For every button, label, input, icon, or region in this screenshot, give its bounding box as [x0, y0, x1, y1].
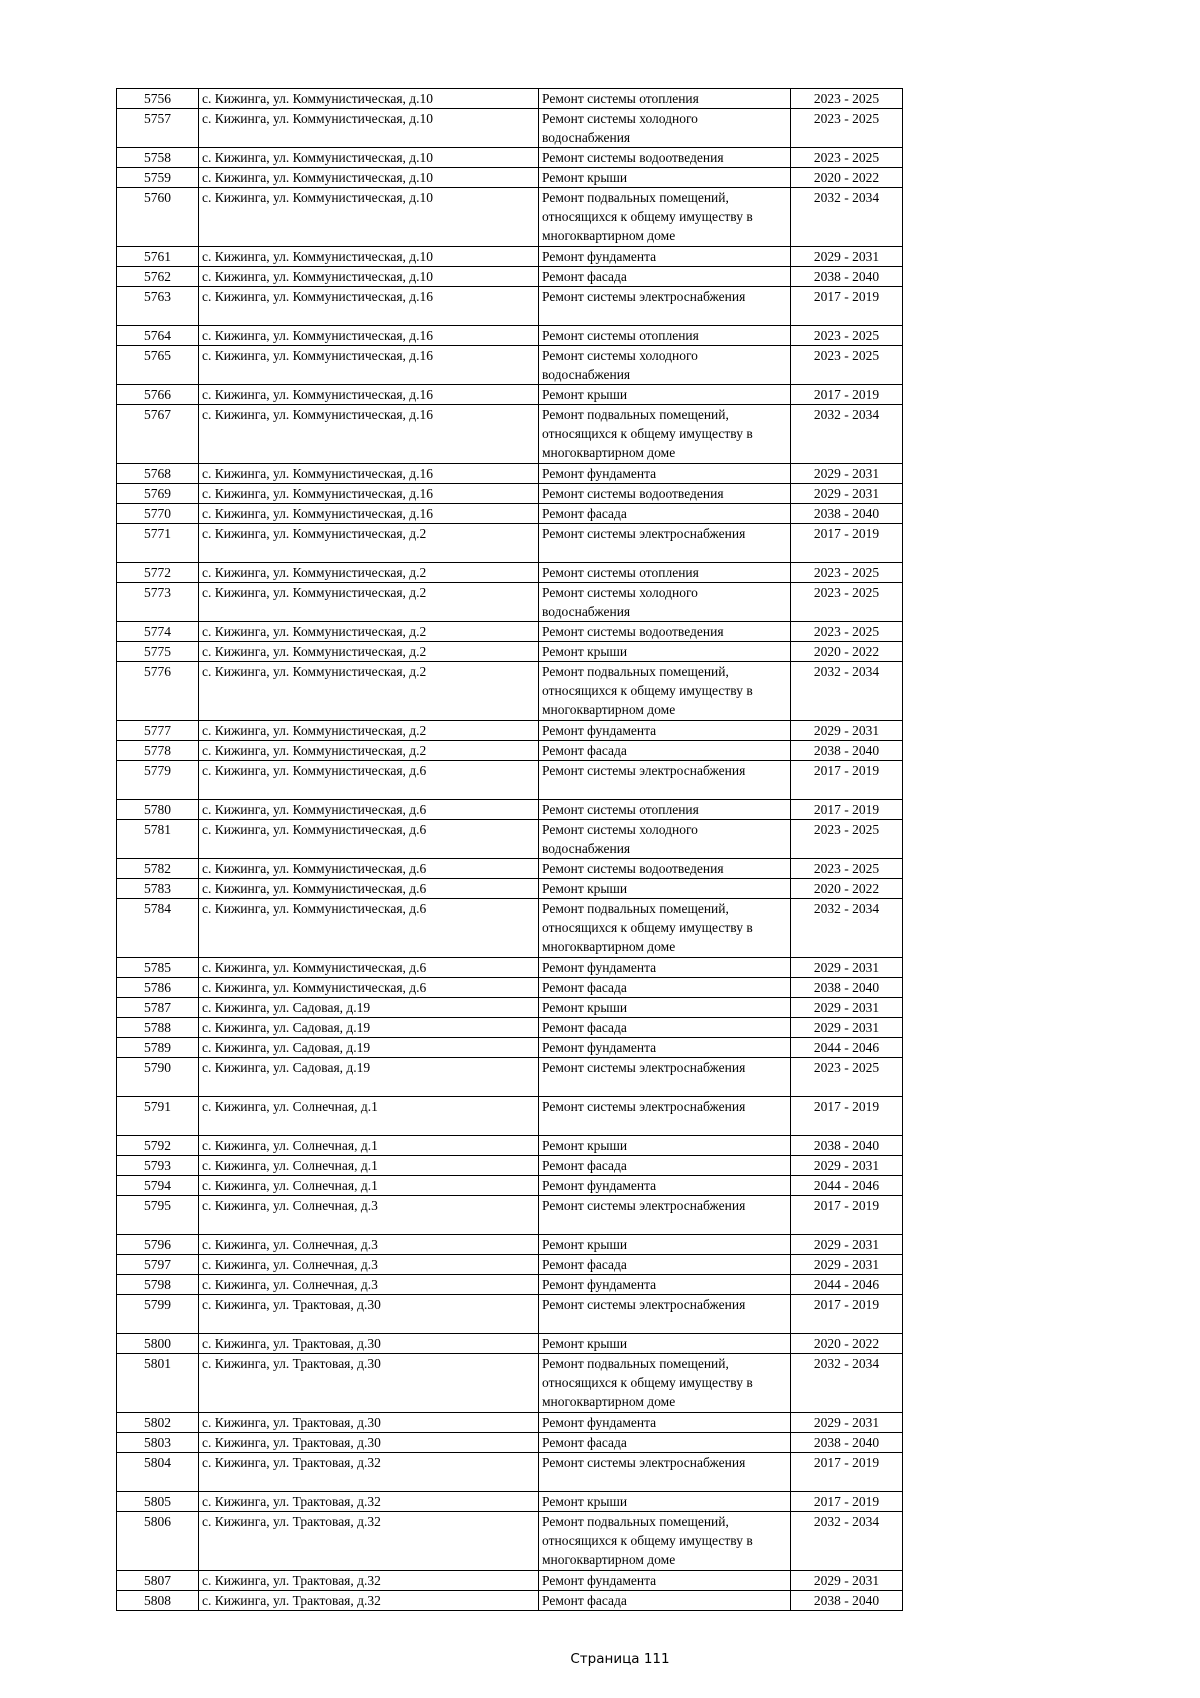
- address-cell: с. Кижинга, ул. Коммунистическая, д.10: [199, 267, 539, 287]
- work-type-cell: Ремонт фасада: [539, 504, 791, 524]
- period-cell: 2038 - 2040: [791, 1433, 903, 1453]
- address-cell: с. Кижинга, ул. Коммунистическая, д.2: [199, 642, 539, 662]
- row-number-cell: 5786: [117, 978, 199, 998]
- address-cell: с. Кижинга, ул. Коммунистическая, д.2: [199, 721, 539, 741]
- address-cell: с. Кижинга, ул. Солнечная, д.3: [199, 1255, 539, 1275]
- period-cell: 2023 - 2025: [791, 109, 903, 148]
- work-type-cell: Ремонт системы холодного водоснабжения: [539, 109, 791, 148]
- row-number-cell: 5803: [117, 1433, 199, 1453]
- table-row: [117, 662, 903, 721]
- period-cell: 2032 - 2034: [791, 899, 903, 958]
- table-row: [117, 721, 903, 741]
- address-cell: с. Кижинга, ул. Солнечная, д.3: [199, 1275, 539, 1295]
- table-row: [117, 1453, 903, 1492]
- period-cell: 2044 - 2046: [791, 1038, 903, 1058]
- address-cell: с. Кижинга, ул. Коммунистическая, д.16: [199, 484, 539, 504]
- table-row: [117, 385, 903, 405]
- table-row: [117, 1295, 903, 1334]
- table-row: [117, 267, 903, 287]
- work-type-cell: Ремонт системы отопления: [539, 800, 791, 820]
- row-number-cell: 5790: [117, 1058, 199, 1097]
- address-cell: с. Кижинга, ул. Садовая, д.19: [199, 1018, 539, 1038]
- row-number-cell: 5792: [117, 1136, 199, 1156]
- row-number-cell: 5802: [117, 1413, 199, 1433]
- address-cell: с. Кижинга, ул. Коммунистическая, д.16: [199, 385, 539, 405]
- table-row: [117, 1433, 903, 1453]
- table-row: [117, 1156, 903, 1176]
- period-cell: 2032 - 2034: [791, 405, 903, 464]
- page-number-label: Страница 111: [570, 1651, 670, 1667]
- period-cell: 2017 - 2019: [791, 287, 903, 326]
- row-number-cell: 5756: [117, 89, 199, 109]
- row-number-cell: 5766: [117, 385, 199, 405]
- row-number-cell: 5805: [117, 1492, 199, 1512]
- address-cell: с. Кижинга, ул. Солнечная, д.3: [199, 1235, 539, 1255]
- row-number-cell: 5789: [117, 1038, 199, 1058]
- table-row: [117, 1097, 903, 1136]
- address-cell: с. Кижинга, ул. Коммунистическая, д.10: [199, 168, 539, 188]
- table-row: [117, 761, 903, 800]
- row-number-cell: 5758: [117, 148, 199, 168]
- address-cell: с. Кижинга, ул. Трактовая, д.32: [199, 1571, 539, 1591]
- address-cell: с. Кижинга, ул. Коммунистическая, д.2: [199, 741, 539, 761]
- row-number-cell: 5796: [117, 1235, 199, 1255]
- work-type-cell: Ремонт системы электроснабжения: [539, 1058, 791, 1097]
- row-number-cell: 5757: [117, 109, 199, 148]
- period-cell: 2020 - 2022: [791, 168, 903, 188]
- period-cell: 2029 - 2031: [791, 721, 903, 741]
- period-cell: 2038 - 2040: [791, 978, 903, 998]
- address-cell: с. Кижинга, ул. Солнечная, д.1: [199, 1097, 539, 1136]
- period-cell: 2029 - 2031: [791, 464, 903, 484]
- address-cell: с. Кижинга, ул. Солнечная, д.3: [199, 1196, 539, 1235]
- row-number-cell: 5793: [117, 1156, 199, 1176]
- row-number-cell: 5761: [117, 247, 199, 267]
- work-type-cell: Ремонт системы водоотведения: [539, 622, 791, 642]
- row-number-cell: 5784: [117, 899, 199, 958]
- address-cell: с. Кижинга, ул. Коммунистическая, д.16: [199, 346, 539, 385]
- row-number-cell: 5779: [117, 761, 199, 800]
- work-type-cell: Ремонт крыши: [539, 642, 791, 662]
- table-row: [117, 464, 903, 484]
- period-cell: 2017 - 2019: [791, 761, 903, 800]
- work-type-cell: Ремонт подвальных помещений, относящихся к общему имуществу в многоквартирном доме: [539, 899, 791, 958]
- period-cell: 2044 - 2046: [791, 1275, 903, 1295]
- table-row: [117, 998, 903, 1018]
- row-number-cell: 5797: [117, 1255, 199, 1275]
- work-type-cell: Ремонт системы водоотведения: [539, 859, 791, 879]
- work-type-cell: Ремонт системы отопления: [539, 563, 791, 583]
- table-row: [117, 583, 903, 622]
- period-cell: 2044 - 2046: [791, 1176, 903, 1196]
- table-row: [117, 89, 903, 109]
- table-row: [117, 168, 903, 188]
- work-type-cell: Ремонт системы электроснабжения: [539, 1453, 791, 1492]
- period-cell: 2017 - 2019: [791, 800, 903, 820]
- period-cell: 2023 - 2025: [791, 563, 903, 583]
- period-cell: 2017 - 2019: [791, 1097, 903, 1136]
- period-cell: 2032 - 2034: [791, 188, 903, 247]
- row-number-cell: 5770: [117, 504, 199, 524]
- table-row: [117, 800, 903, 820]
- address-cell: с. Кижинга, ул. Садовая, д.19: [199, 1058, 539, 1097]
- address-cell: с. Кижинга, ул. Трактовая, д.32: [199, 1492, 539, 1512]
- row-number-cell: 5781: [117, 820, 199, 859]
- table-row: [117, 326, 903, 346]
- work-type-cell: Ремонт крыши: [539, 1334, 791, 1354]
- address-cell: с. Кижинга, ул. Трактовая, д.32: [199, 1453, 539, 1492]
- period-cell: 2032 - 2034: [791, 1354, 903, 1413]
- table-row: [117, 1512, 903, 1571]
- period-cell: 2020 - 2022: [791, 879, 903, 899]
- table-row: [117, 741, 903, 761]
- address-cell: с. Кижинга, ул. Коммунистическая, д.2: [199, 524, 539, 563]
- table-row: [117, 879, 903, 899]
- address-cell: с. Кижинга, ул. Коммунистическая, д.6: [199, 800, 539, 820]
- address-cell: с. Кижинга, ул. Трактовая, д.32: [199, 1591, 539, 1611]
- row-number-cell: 5794: [117, 1176, 199, 1196]
- period-cell: 2023 - 2025: [791, 326, 903, 346]
- row-number-cell: 5799: [117, 1295, 199, 1334]
- address-cell: с. Кижинга, ул. Коммунистическая, д.6: [199, 859, 539, 879]
- address-cell: с. Кижинга, ул. Коммунистическая, д.16: [199, 326, 539, 346]
- work-type-cell: Ремонт крыши: [539, 1235, 791, 1255]
- address-cell: с. Кижинга, ул. Коммунистическая, д.6: [199, 820, 539, 859]
- period-cell: 2029 - 2031: [791, 1255, 903, 1275]
- work-type-cell: Ремонт фундамента: [539, 464, 791, 484]
- period-cell: 2032 - 2034: [791, 1512, 903, 1571]
- period-cell: 2017 - 2019: [791, 1492, 903, 1512]
- address-cell: с. Кижинга, ул. Садовая, д.19: [199, 998, 539, 1018]
- row-number-cell: 5791: [117, 1097, 199, 1136]
- address-cell: с. Кижинга, ул. Коммунистическая, д.6: [199, 761, 539, 800]
- work-type-cell: Ремонт фундамента: [539, 247, 791, 267]
- work-type-cell: Ремонт системы электроснабжения: [539, 287, 791, 326]
- address-cell: с. Кижинга, ул. Коммунистическая, д.16: [199, 287, 539, 326]
- page-footer: [0, 1651, 1200, 1667]
- table-row: [117, 1018, 903, 1038]
- table-row: [117, 1275, 903, 1295]
- table-row: [117, 563, 903, 583]
- period-cell: 2038 - 2040: [791, 1591, 903, 1611]
- period-cell: 2029 - 2031: [791, 998, 903, 1018]
- row-number-cell: 5768: [117, 464, 199, 484]
- address-cell: с. Кижинга, ул. Трактовая, д.30: [199, 1334, 539, 1354]
- work-type-cell: Ремонт системы холодного водоснабжения: [539, 346, 791, 385]
- address-cell: с. Кижинга, ул. Коммунистическая, д.10: [199, 109, 539, 148]
- row-number-cell: 5806: [117, 1512, 199, 1571]
- table-row: [117, 287, 903, 326]
- row-number-cell: 5772: [117, 563, 199, 583]
- repair-schedule-table: [116, 88, 903, 1611]
- work-type-cell: Ремонт системы электроснабжения: [539, 1295, 791, 1334]
- table-row: [117, 622, 903, 642]
- row-number-cell: 5760: [117, 188, 199, 247]
- table-row: [117, 1196, 903, 1235]
- address-cell: с. Кижинга, ул. Коммунистическая, д.10: [199, 188, 539, 247]
- work-type-cell: Ремонт подвальных помещений, относящихся к общему имуществу в многоквартирном доме: [539, 188, 791, 247]
- row-number-cell: 5773: [117, 583, 199, 622]
- address-cell: с. Кижинга, ул. Трактовая, д.30: [199, 1413, 539, 1433]
- work-type-cell: Ремонт системы холодного водоснабжения: [539, 583, 791, 622]
- period-cell: 2023 - 2025: [791, 148, 903, 168]
- table-row: [117, 899, 903, 958]
- period-cell: 2029 - 2031: [791, 484, 903, 504]
- table-row: [117, 642, 903, 662]
- address-cell: с. Кижинга, ул. Коммунистическая, д.10: [199, 89, 539, 109]
- row-number-cell: 5763: [117, 287, 199, 326]
- period-cell: 2029 - 2031: [791, 1413, 903, 1433]
- address-cell: с. Кижинга, ул. Коммунистическая, д.6: [199, 899, 539, 958]
- table-row: [117, 247, 903, 267]
- row-number-cell: 5808: [117, 1591, 199, 1611]
- row-number-cell: 5798: [117, 1275, 199, 1295]
- work-type-cell: Ремонт подвальных помещений, относящихся к общему имуществу в многоквартирном доме: [539, 405, 791, 464]
- work-type-cell: Ремонт фасада: [539, 1591, 791, 1611]
- period-cell: 2038 - 2040: [791, 1136, 903, 1156]
- address-cell: с. Кижинга, ул. Садовая, д.19: [199, 1038, 539, 1058]
- work-type-cell: Ремонт подвальных помещений, относящихся к общему имуществу в многоквартирном доме: [539, 1512, 791, 1571]
- work-type-cell: Ремонт фасада: [539, 741, 791, 761]
- row-number-cell: 5769: [117, 484, 199, 504]
- period-cell: 2023 - 2025: [791, 622, 903, 642]
- table-row: [117, 1413, 903, 1433]
- period-cell: 2020 - 2022: [791, 642, 903, 662]
- row-number-cell: 5800: [117, 1334, 199, 1354]
- row-number-cell: 5782: [117, 859, 199, 879]
- row-number-cell: 5764: [117, 326, 199, 346]
- table-row: [117, 1038, 903, 1058]
- row-number-cell: 5777: [117, 721, 199, 741]
- period-cell: 2023 - 2025: [791, 859, 903, 879]
- address-cell: с. Кижинга, ул. Коммунистическая, д.16: [199, 504, 539, 524]
- work-type-cell: Ремонт крыши: [539, 1136, 791, 1156]
- row-number-cell: 5795: [117, 1196, 199, 1235]
- address-cell: с. Кижинга, ул. Коммунистическая, д.2: [199, 662, 539, 721]
- table-row: [117, 524, 903, 563]
- work-type-cell: Ремонт системы отопления: [539, 89, 791, 109]
- table-row: [117, 1591, 903, 1611]
- table-row: [117, 504, 903, 524]
- row-number-cell: 5765: [117, 346, 199, 385]
- address-cell: с. Кижинга, ул. Трактовая, д.30: [199, 1295, 539, 1334]
- row-number-cell: 5778: [117, 741, 199, 761]
- period-cell: 2017 - 2019: [791, 1295, 903, 1334]
- address-cell: с. Кижинга, ул. Коммунистическая, д.2: [199, 563, 539, 583]
- period-cell: 2029 - 2031: [791, 958, 903, 978]
- address-cell: с. Кижинга, ул. Коммунистическая, д.2: [199, 583, 539, 622]
- work-type-cell: Ремонт крыши: [539, 168, 791, 188]
- table-row: [117, 1235, 903, 1255]
- row-number-cell: 5774: [117, 622, 199, 642]
- row-number-cell: 5767: [117, 405, 199, 464]
- address-cell: с. Кижинга, ул. Солнечная, д.1: [199, 1176, 539, 1196]
- table-row: [117, 1334, 903, 1354]
- work-type-cell: Ремонт системы водоотведения: [539, 484, 791, 504]
- work-type-cell: Ремонт фундамента: [539, 1413, 791, 1433]
- table-row: [117, 148, 903, 168]
- period-cell: 2023 - 2025: [791, 1058, 903, 1097]
- table-row: [117, 958, 903, 978]
- work-type-cell: Ремонт подвальных помещений, относящихся к общему имуществу в многоквартирном доме: [539, 662, 791, 721]
- table-row: [117, 405, 903, 464]
- table-row: [117, 1492, 903, 1512]
- table-row: [117, 1058, 903, 1097]
- table-row: [117, 188, 903, 247]
- work-type-cell: Ремонт фундамента: [539, 1571, 791, 1591]
- row-number-cell: 5788: [117, 1018, 199, 1038]
- period-cell: 2023 - 2025: [791, 89, 903, 109]
- table-body: [117, 89, 903, 1611]
- period-cell: 2032 - 2034: [791, 662, 903, 721]
- period-cell: 2020 - 2022: [791, 1334, 903, 1354]
- address-cell: с. Кижинга, ул. Коммунистическая, д.10: [199, 148, 539, 168]
- period-cell: 2023 - 2025: [791, 346, 903, 385]
- period-cell: 2029 - 2031: [791, 1018, 903, 1038]
- work-type-cell: Ремонт фасада: [539, 1255, 791, 1275]
- period-cell: 2017 - 2019: [791, 524, 903, 563]
- table-row: [117, 859, 903, 879]
- work-type-cell: Ремонт фундамента: [539, 721, 791, 741]
- address-cell: с. Кижинга, ул. Коммунистическая, д.10: [199, 247, 539, 267]
- address-cell: с. Кижинга, ул. Солнечная, д.1: [199, 1136, 539, 1156]
- period-cell: 2023 - 2025: [791, 820, 903, 859]
- row-number-cell: 5771: [117, 524, 199, 563]
- work-type-cell: Ремонт системы отопления: [539, 326, 791, 346]
- table-row: [117, 1255, 903, 1275]
- address-cell: с. Кижинга, ул. Коммунистическая, д.6: [199, 978, 539, 998]
- table-row: [117, 484, 903, 504]
- period-cell: 2017 - 2019: [791, 1196, 903, 1235]
- work-type-cell: Ремонт фасада: [539, 978, 791, 998]
- work-type-cell: Ремонт системы электроснабжения: [539, 1196, 791, 1235]
- address-cell: с. Кижинга, ул. Коммунистическая, д.2: [199, 622, 539, 642]
- work-type-cell: Ремонт крыши: [539, 998, 791, 1018]
- work-type-cell: Ремонт системы электроснабжения: [539, 761, 791, 800]
- work-type-cell: Ремонт фундамента: [539, 1275, 791, 1295]
- work-type-cell: Ремонт подвальных помещений, относящихся к общему имуществу в многоквартирном доме: [539, 1354, 791, 1413]
- table-row: [117, 346, 903, 385]
- work-type-cell: Ремонт системы холодного водоснабжения: [539, 820, 791, 859]
- address-cell: с. Кижинга, ул. Коммунистическая, д.6: [199, 958, 539, 978]
- row-number-cell: 5776: [117, 662, 199, 721]
- work-type-cell: Ремонт фасада: [539, 1433, 791, 1453]
- period-cell: 2029 - 2031: [791, 1235, 903, 1255]
- row-number-cell: 5775: [117, 642, 199, 662]
- row-number-cell: 5785: [117, 958, 199, 978]
- table-row: [117, 1354, 903, 1413]
- row-number-cell: 5783: [117, 879, 199, 899]
- work-type-cell: Ремонт системы электроснабжения: [539, 1097, 791, 1136]
- work-type-cell: Ремонт фундамента: [539, 1176, 791, 1196]
- period-cell: 2029 - 2031: [791, 1156, 903, 1176]
- row-number-cell: 5762: [117, 267, 199, 287]
- work-type-cell: Ремонт системы электроснабжения: [539, 524, 791, 563]
- address-cell: с. Кижинга, ул. Коммунистическая, д.6: [199, 879, 539, 899]
- period-cell: 2029 - 2031: [791, 247, 903, 267]
- row-number-cell: 5759: [117, 168, 199, 188]
- work-type-cell: Ремонт фундамента: [539, 1038, 791, 1058]
- work-type-cell: Ремонт фасада: [539, 1018, 791, 1038]
- row-number-cell: 5787: [117, 998, 199, 1018]
- table-row: [117, 1176, 903, 1196]
- address-cell: с. Кижинга, ул. Трактовая, д.32: [199, 1512, 539, 1571]
- address-cell: с. Кижинга, ул. Коммунистическая, д.16: [199, 405, 539, 464]
- table-row: [117, 978, 903, 998]
- table-row: [117, 820, 903, 859]
- work-type-cell: Ремонт фундамента: [539, 958, 791, 978]
- table-row: [117, 109, 903, 148]
- work-type-cell: Ремонт крыши: [539, 879, 791, 899]
- row-number-cell: 5801: [117, 1354, 199, 1413]
- work-type-cell: Ремонт фасада: [539, 1156, 791, 1176]
- address-cell: с. Кижинга, ул. Коммунистическая, д.16: [199, 464, 539, 484]
- period-cell: 2029 - 2031: [791, 1571, 903, 1591]
- row-number-cell: 5804: [117, 1453, 199, 1492]
- work-type-cell: Ремонт крыши: [539, 1492, 791, 1512]
- period-cell: 2038 - 2040: [791, 267, 903, 287]
- period-cell: 2038 - 2040: [791, 504, 903, 524]
- table-row: [117, 1571, 903, 1591]
- period-cell: 2017 - 2019: [791, 385, 903, 405]
- work-type-cell: Ремонт фасада: [539, 267, 791, 287]
- row-number-cell: 5807: [117, 1571, 199, 1591]
- work-type-cell: Ремонт крыши: [539, 385, 791, 405]
- work-type-cell: Ремонт системы водоотведения: [539, 148, 791, 168]
- table-row: [117, 1136, 903, 1156]
- address-cell: с. Кижинга, ул. Трактовая, д.30: [199, 1433, 539, 1453]
- period-cell: 2038 - 2040: [791, 741, 903, 761]
- period-cell: 2023 - 2025: [791, 583, 903, 622]
- address-cell: с. Кижинга, ул. Трактовая, д.30: [199, 1354, 539, 1413]
- period-cell: 2017 - 2019: [791, 1453, 903, 1492]
- address-cell: с. Кижинга, ул. Солнечная, д.1: [199, 1156, 539, 1176]
- row-number-cell: 5780: [117, 800, 199, 820]
